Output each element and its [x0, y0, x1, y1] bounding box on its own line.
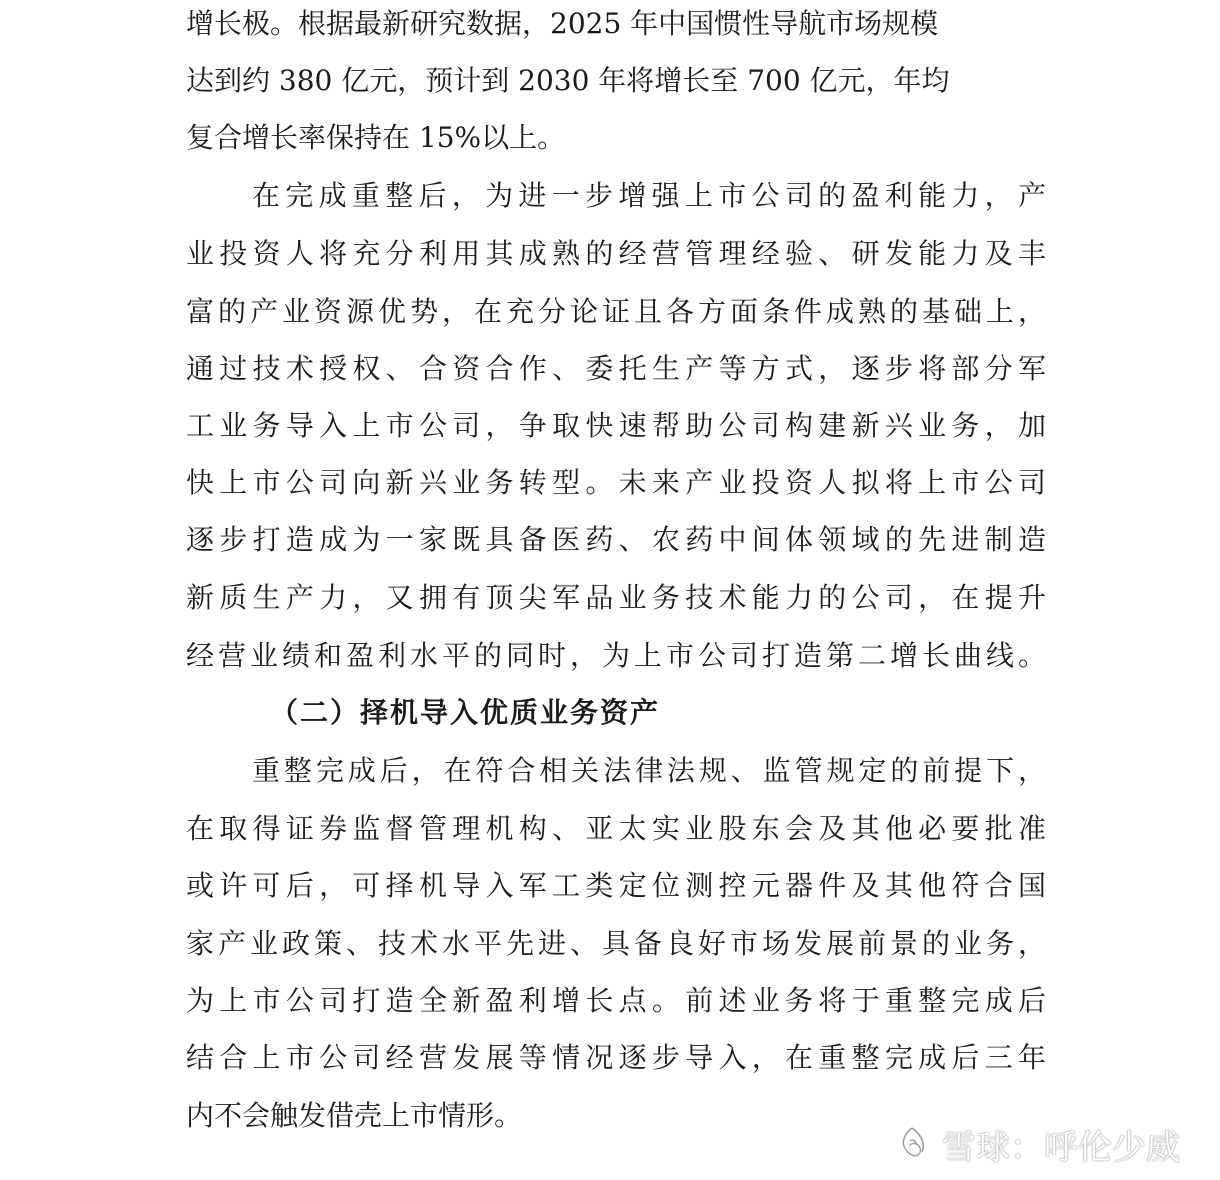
- text-line-1: 增长极。根据最新研究数据，2025 年中国惯性导航市场规模: [186, 7, 939, 40]
- text-line-9: 快上市公司向新兴业务转型。未来产业投资人拟将上市公司: [186, 466, 1046, 499]
- text-line-10: 逐步打造成为一家既具备医药、农药中间体领域的先进制造: [186, 523, 1046, 556]
- text-line-6: 富的产业资源优势，在充分论证且各方面条件成熟的基础上，: [186, 295, 1046, 328]
- text-line-8: 工业务导入上市公司，争取快速帮助公司构建新兴业务，加: [186, 409, 1046, 442]
- section-heading: （二）择机导入优质业务资产: [270, 696, 661, 729]
- text-line-17: 家产业政策、技术水平先进、具备良好市场发展前景的业务，: [186, 927, 1046, 960]
- text-line-16: 或许可后，可择机导入军工类定位测控元器件及其他符合国: [186, 869, 1046, 902]
- text-line-20: 内不会触发借壳上市情形。: [186, 1099, 523, 1132]
- text-line-11: 新质生产力，又拥有顶尖军品业务技术能力的公司，在提升: [186, 581, 1046, 614]
- text-line-3: 复合增长率保持在 15%以上。: [186, 121, 566, 154]
- text-line-19: 结合上市公司经营发展等情况逐步导入，在重整完成后三年: [186, 1041, 1046, 1074]
- text-line-18: 为上市公司打造全新盈利增长点。前述业务将于重整完成后: [186, 984, 1046, 1017]
- text-line-12: 经营业绩和盈利水平的同时，为上市公司打造第二增长曲线。: [186, 639, 1046, 672]
- text-line-7: 通过技术授权、合资合作、委托生产等方式，逐步将部分军: [186, 352, 1046, 385]
- text-line-15: 在取得证券监督管理机构、亚太实业股东会及其他必要批准: [186, 812, 1046, 845]
- text-line-2: 达到约 380 亿元，预计到 2030 年将增长至 700 亿元，年均: [186, 64, 950, 97]
- text-line-5: 业投资人将充分利用其成熟的经营管理经验、研发能力及丰: [186, 237, 1046, 270]
- snowball-logo-icon: [890, 1122, 934, 1166]
- text-line-14: 重整完成后，在符合相关法律法规、监管规定的前提下，: [252, 754, 1046, 787]
- text-line-4: 在完成重整后，为进一步增强上市公司的盈利能力，产: [252, 179, 1046, 212]
- watermark: [890, 1118, 1180, 1170]
- watermark-text: 雪球：呼伦少威: [942, 1127, 1180, 1168]
